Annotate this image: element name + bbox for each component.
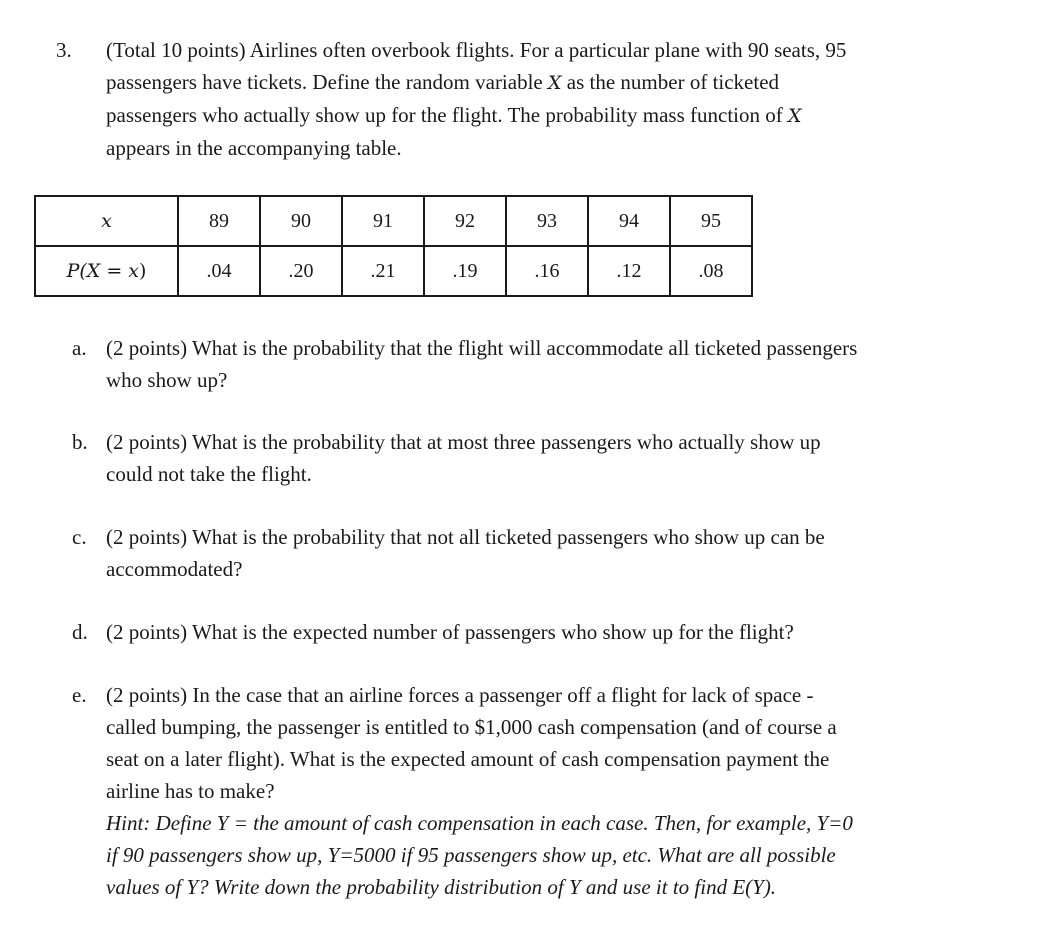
- table-header-x: x: [35, 196, 178, 246]
- question-text: [106, 426, 972, 490]
- problem-number: 3.: [56, 38, 72, 62]
- question-e-line-1: (2 points) In the case that an airline forces a passenger off a flight for lack of space -: [106, 683, 814, 707]
- p-value: .21: [342, 246, 424, 296]
- question-a: [72, 332, 972, 396]
- question-b: [72, 426, 972, 490]
- question-text: [106, 332, 972, 396]
- question-e: [72, 679, 972, 903]
- p-value: .08: [670, 246, 752, 296]
- x-value: 90: [260, 196, 342, 246]
- question-e-line-2: called bumping, the passenger is entitled to $1,000 cash compensation (and of course a: [106, 715, 837, 739]
- hint-line-1: Hint: Define Y = the amount of cash compensation in each case. Then, for example, Y=0: [106, 811, 853, 835]
- question-b-line-1: (2 points) What is the probability that at most three passengers who actually show up: [106, 430, 821, 454]
- question-letter: d.: [72, 620, 88, 644]
- problem-line-2a: passengers have tickets. Define the random variable: [106, 70, 543, 94]
- question-c-line-1: (2 points) What is the probability that not all ticketed passengers who show up can be: [106, 525, 825, 549]
- question-d-line-1: (2 points) What is the expected number of passengers who show up for the flight?: [106, 620, 794, 644]
- hint-line-2: if 90 passengers show up, Y=5000 if 95 passengers show up, etc. What are all possible: [106, 843, 836, 867]
- x-value: 92: [424, 196, 506, 246]
- problem-line-2b: as the number of ticketed: [566, 70, 780, 94]
- p-value: .20: [260, 246, 342, 296]
- p-value: .04: [178, 246, 260, 296]
- x-value: 94: [588, 196, 670, 246]
- problem-line-1: (Total 10 points) Airlines often overbook flights. For a particular plane with 90 seats, 95: [106, 38, 847, 62]
- p-value: .12: [588, 246, 670, 296]
- question-letter: b.: [72, 430, 88, 454]
- question-a-line-2: who show up?: [106, 368, 228, 392]
- x-value: 89: [178, 196, 260, 246]
- question-e-line-4: airline has to make?: [106, 779, 275, 803]
- question-letter: a.: [72, 336, 87, 360]
- problem-statement: [56, 34, 986, 164]
- x-value: 91: [342, 196, 424, 246]
- question-text: [106, 679, 972, 903]
- problem-line-4: appears in the accompanying table.: [106, 136, 402, 160]
- problem-text: [106, 34, 972, 164]
- question-d: [72, 616, 972, 648]
- question-text: [106, 521, 972, 585]
- question-text: [106, 616, 972, 648]
- pmf-table: [34, 195, 753, 297]
- problem-line-2: [106, 66, 972, 99]
- p-value: .16: [506, 246, 588, 296]
- table-row-p: [35, 246, 752, 296]
- variable-x-2: X: [787, 105, 802, 127]
- question-e-line-3: seat on a later flight). What is the expected amount of cash compensation payment the: [106, 747, 830, 771]
- question-letter: e.: [72, 683, 87, 707]
- hint-line-3: values of Y? Write down the probability distribution of Y and use it to find E(Y).: [106, 875, 777, 899]
- x-value: 95: [670, 196, 752, 246]
- question-b-line-2: could not take the flight.: [106, 462, 312, 486]
- question-c-line-2: accommodated?: [106, 557, 243, 581]
- p-value: .19: [424, 246, 506, 296]
- question-c: [72, 521, 972, 585]
- table-header-p: P(X = x): [35, 246, 178, 296]
- question-a-line-1: (2 points) What is the probability that the flight will accommodate all ticketed passengers: [106, 336, 858, 360]
- table-row-x: [35, 196, 752, 246]
- problem-line-3: [106, 99, 972, 132]
- question-letter: c.: [72, 525, 87, 549]
- x-value: 93: [506, 196, 588, 246]
- problem-line-3a: passengers who actually show up for the flight. The probability mass function of: [106, 103, 783, 127]
- variable-x: X: [548, 72, 562, 94]
